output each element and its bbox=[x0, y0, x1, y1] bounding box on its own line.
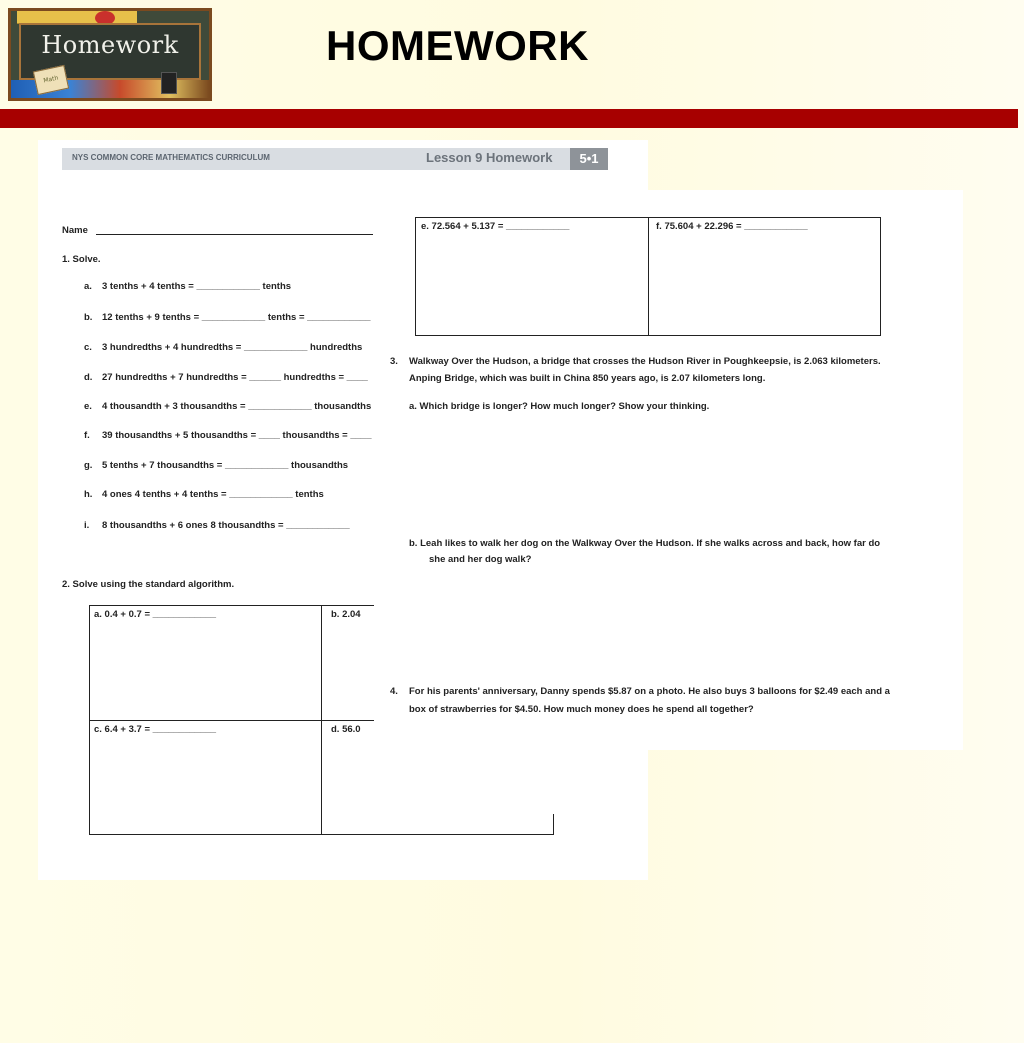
curriculum-label: NYS COMMON CORE MATHEMATICS CURRICULUM bbox=[72, 153, 270, 162]
question-3-line-2: Anping Bridge, which was built in China 850 years ago, is 2.07 kilometers long. bbox=[409, 373, 766, 384]
q1-item-e: e. 72.564 + 5.137 = ____________ bbox=[421, 221, 570, 232]
name-label: Name bbox=[62, 225, 88, 236]
worksheet-header bbox=[62, 148, 608, 170]
question-2-label: 2. Solve using the standard algorithm. bbox=[62, 579, 235, 590]
q1-item: 3 hundredths + 4 hundredths = ____________ hundredths bbox=[102, 342, 363, 353]
q1-item: 5 tenths + 7 thousandths = ____________ thousandths bbox=[102, 460, 349, 471]
header-divider-band bbox=[0, 109, 1018, 128]
question-1-list bbox=[80, 270, 374, 540]
q1-letter: c. bbox=[84, 342, 92, 353]
q2-cell-b: b. 2.04 bbox=[331, 609, 361, 620]
question-3-line-1: Walkway Over the Hudson, a bridge that crosses the Hudson River in Poughkeepsie, is 2.063 kilometers. bbox=[409, 356, 881, 367]
q2-cell-c: c. 6.4 + 3.7 = ____________ bbox=[94, 724, 217, 735]
page-title: HOMEWORK bbox=[326, 22, 589, 69]
q1-item: 3 tenths + 4 tenths = ____________ tenths bbox=[102, 281, 292, 292]
math-book-icon: Math bbox=[33, 65, 69, 95]
lesson-badge: 5•1 bbox=[570, 148, 608, 170]
q1-letter: b. bbox=[84, 312, 93, 323]
question-1-label: 1. Solve. bbox=[62, 254, 101, 265]
q1-letter: e. bbox=[84, 401, 92, 412]
question-3b-line-2: she and her dog walk? bbox=[429, 554, 532, 565]
extra-grid-divider bbox=[648, 217, 649, 336]
q2-cell-d-wrap bbox=[328, 720, 374, 736]
q1-item: 12 tenths + 9 tenths = ____________ tenths = ____________ bbox=[102, 312, 371, 323]
q1-item: 4 thousandth + 3 thousandths = ____________ thousandths bbox=[102, 401, 372, 412]
q1-item-f: f. 75.604 + 22.296 = ____________ bbox=[656, 221, 808, 232]
lesson-title: Lesson 9 Homework bbox=[426, 150, 553, 165]
question-4-number: 4. bbox=[390, 686, 398, 697]
q2-cell-b-wrap bbox=[328, 605, 374, 621]
question-3a: a. Which bridge is longer? How much longer? Show your thinking. bbox=[409, 401, 710, 412]
q1-letter: i. bbox=[84, 520, 90, 531]
q1-item: 39 thousandths + 5 thousandths = ____ thousandths = ____ bbox=[102, 430, 372, 441]
q1-letter: h. bbox=[84, 489, 93, 500]
q1-letter: f. bbox=[84, 430, 90, 441]
question-3-number: 3. bbox=[390, 356, 398, 367]
homework-logo bbox=[8, 8, 212, 101]
question-4-line-1: For his parents' anniversary, Danny spends $5.87 on a photo. He also buys 3 balloons for $2.49 each and a bbox=[409, 686, 890, 697]
q1-item: 27 hundredths + 7 hundredths = ______ hundredths = ____ bbox=[102, 372, 368, 383]
question-4-line-2: box of strawberries for $4.50. How much money does he spend all together? bbox=[409, 704, 754, 715]
q1-item: 4 ones 4 tenths + 4 tenths = ____________ tenths bbox=[102, 489, 324, 500]
q1-item: 8 thousandths + 6 ones 8 thousandths = ____________ bbox=[102, 520, 350, 531]
grid-bottom-tick bbox=[553, 814, 554, 835]
q1-letter: d. bbox=[84, 372, 93, 383]
calculator-icon bbox=[161, 72, 177, 94]
q1-letter: a. bbox=[84, 281, 92, 292]
name-line bbox=[96, 234, 373, 235]
q2-cell-a: a. 0.4 + 0.7 = ____________ bbox=[94, 609, 217, 620]
grid-bottom-extension bbox=[321, 834, 554, 835]
q2-cell-d: d. 56.0 bbox=[331, 724, 361, 735]
q1-letter: g. bbox=[84, 460, 93, 471]
question-3b-line-1: b. Leah likes to walk her dog on the Walkway Over the Hudson. If she walks across and back, how far do bbox=[409, 538, 881, 549]
logo-text: Homework bbox=[41, 31, 179, 59]
